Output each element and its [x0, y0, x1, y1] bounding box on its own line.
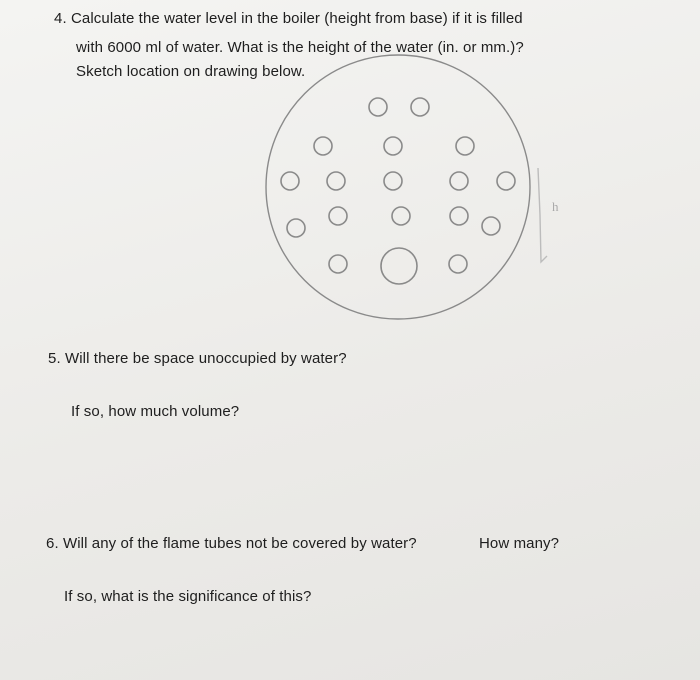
flame-tube — [450, 207, 468, 225]
flame-tube — [384, 137, 402, 155]
flame-tube — [392, 207, 410, 225]
flame-tube-large — [381, 248, 417, 284]
flame-tube — [287, 219, 305, 237]
flame-tube — [497, 172, 515, 190]
height-mark-label: h — [552, 199, 559, 214]
height-mark-line — [538, 168, 547, 262]
flame-tube — [329, 207, 347, 225]
flame-tube — [411, 98, 429, 116]
flame-tube — [329, 255, 347, 273]
flame-tube — [450, 172, 468, 190]
flame-tube — [456, 137, 474, 155]
question-6-followup: If so, what is the significance of this? — [64, 588, 312, 605]
question-4-line-2: with 6000 ml of water. What is the height of the water (in. or mm.)? — [76, 39, 524, 56]
flame-tube — [327, 172, 345, 190]
flame-tube — [449, 255, 467, 273]
question-6: 6. Will any of the flame tubes not be covered by water? — [46, 535, 417, 552]
question-6-how-many: How many? — [479, 535, 560, 552]
question-5-followup: If so, how much volume? — [71, 403, 240, 420]
question-4-line-1: 4. Calculate the water level in the boiler (height from base) if it is filled — [54, 10, 523, 27]
boiler-shell — [266, 55, 530, 319]
question-4-line-3: Sketch location on drawing below. — [76, 63, 306, 80]
flame-tube — [281, 172, 299, 190]
flame-tube — [482, 217, 500, 235]
flame-tube — [369, 98, 387, 116]
question-5: 5. Will there be space unoccupied by water? — [48, 350, 347, 367]
flame-tube — [384, 172, 402, 190]
flame-tube — [314, 137, 332, 155]
